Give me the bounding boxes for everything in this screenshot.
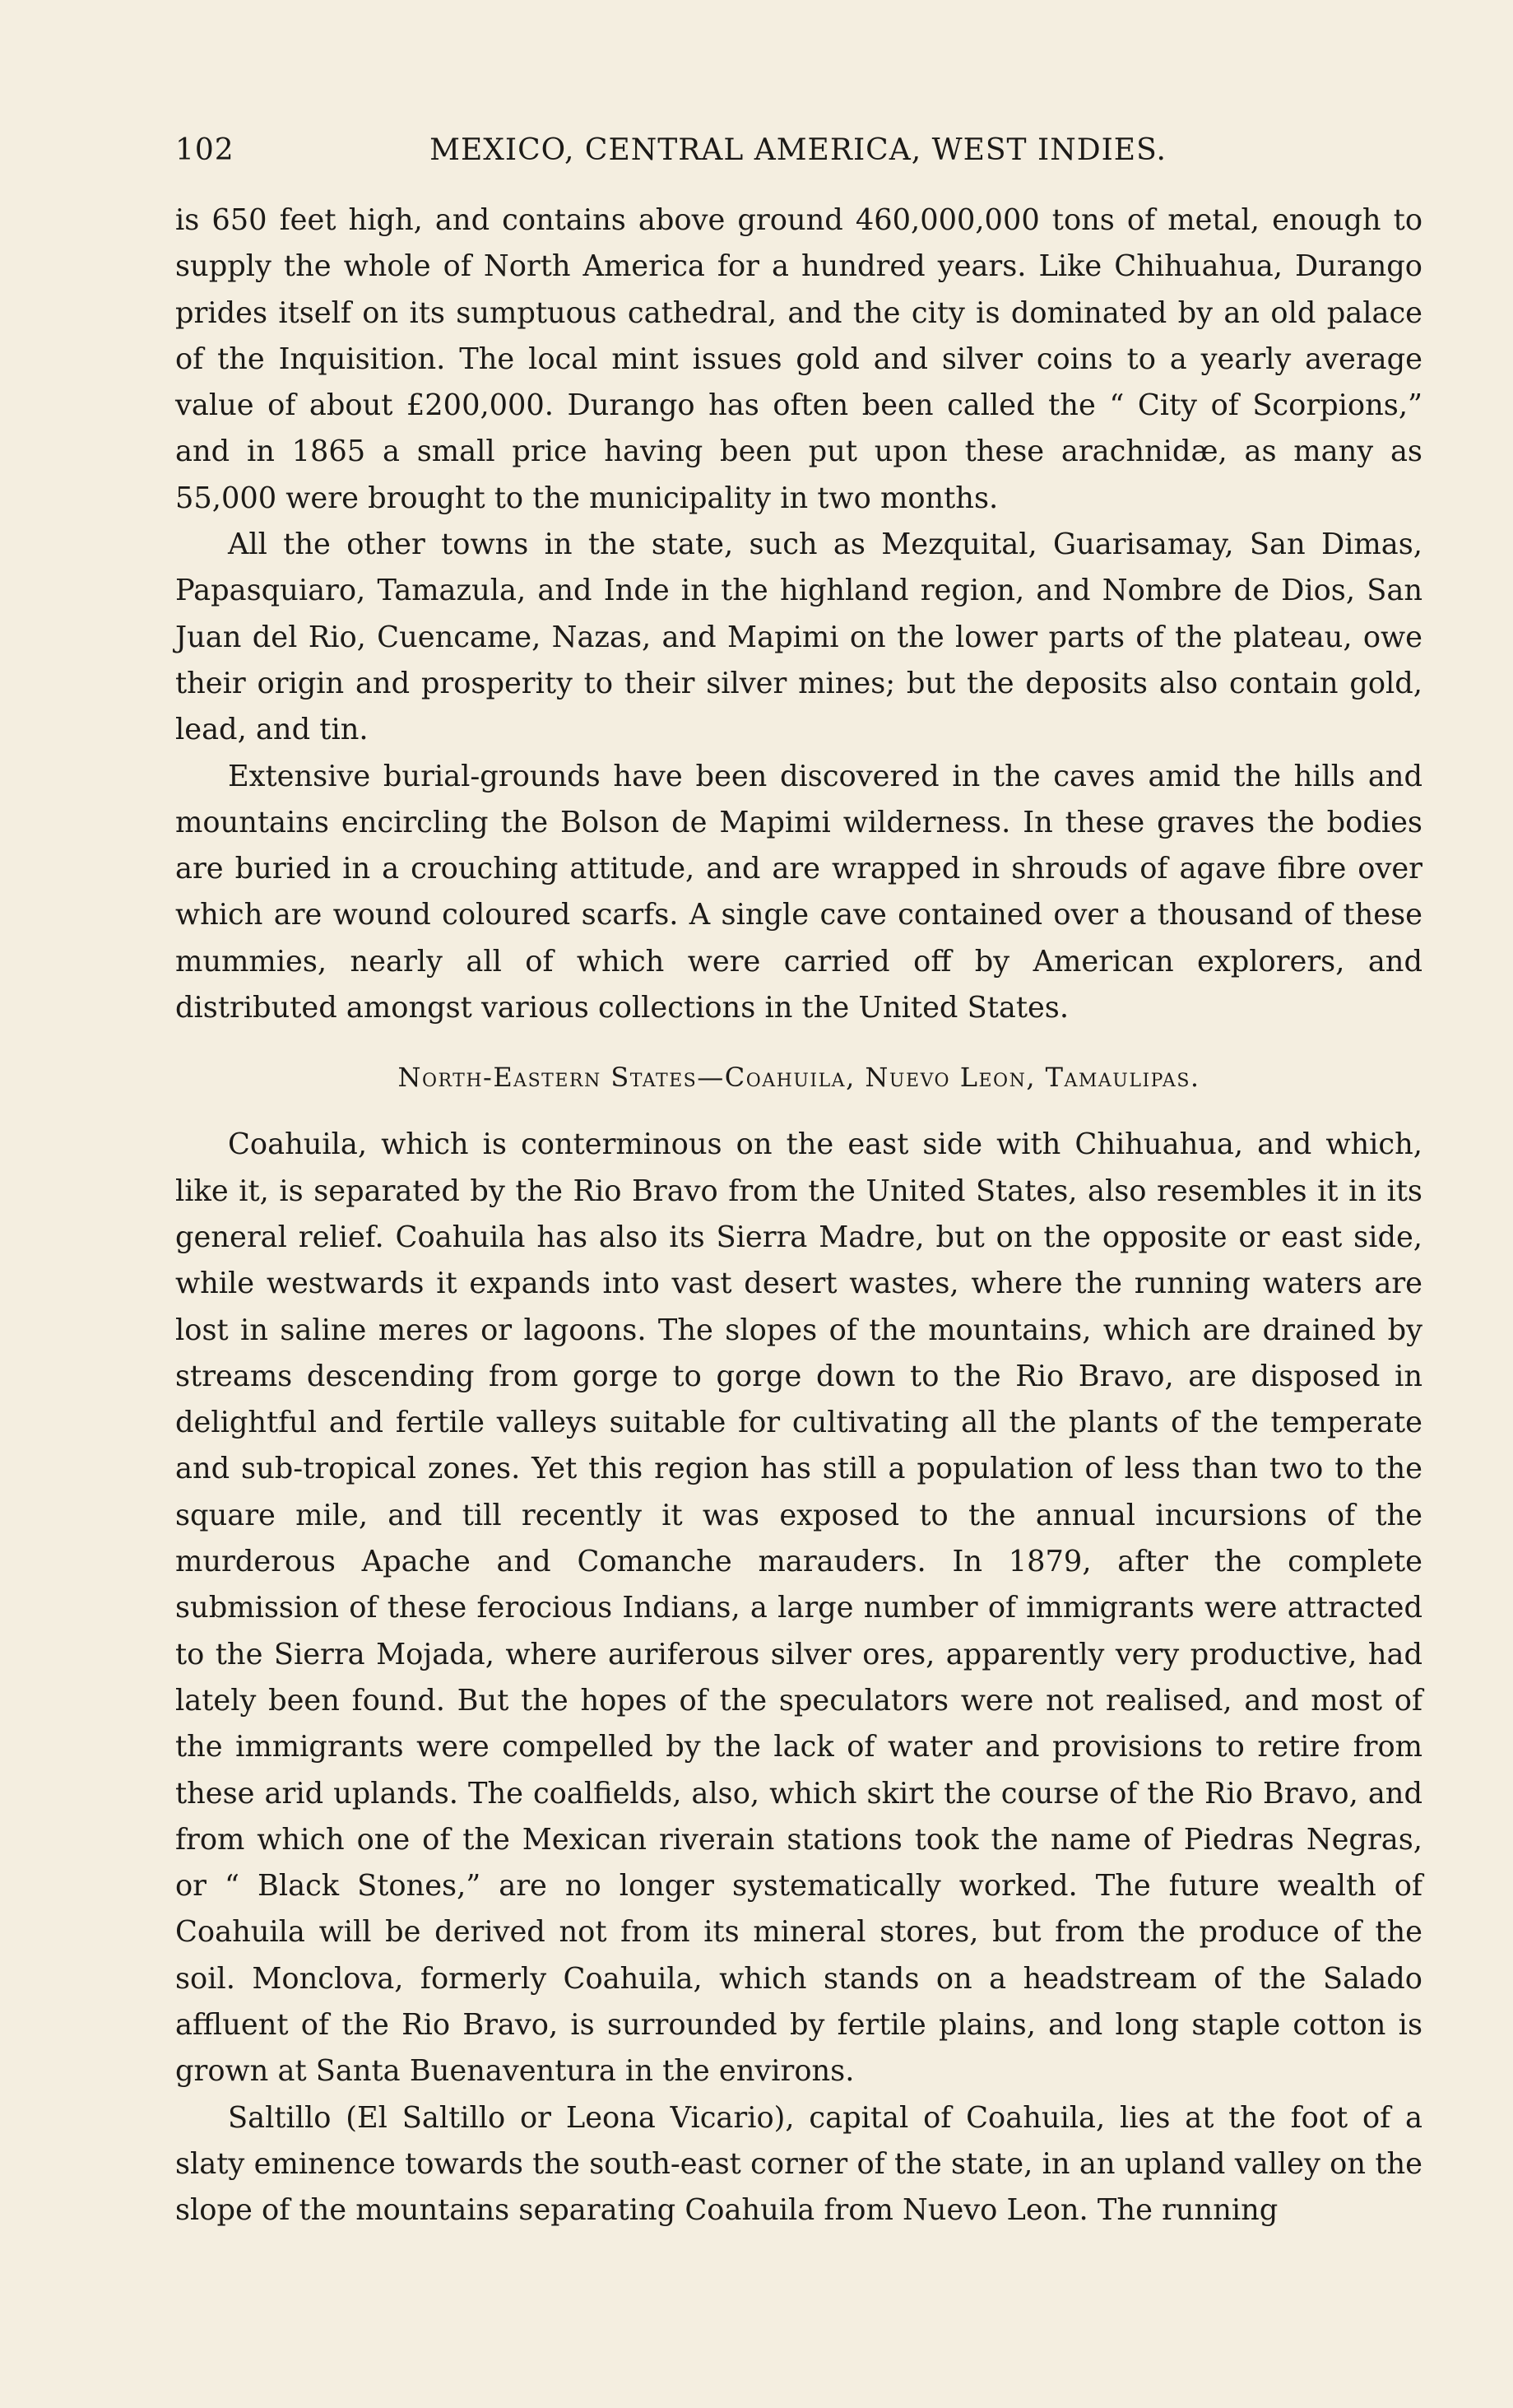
paragraph-other-towns: All the other towns in the state, such as Mezquital, Guarisamay, San Dimas, Papasquiaro, Tamazula, and Inde in the highland region, and Nombre de Dios, San Juan del Rio, Cuencame, Nazas, and Mapimi on the lower parts of the plateau, owe their origin and prosperity to their silver mines; but the deposits also contain gold, lead, and tin. xyxy=(175,528,1422,747)
paragraph-saltillo: Saltillo (El Saltillo or Leona Vicario), capital of Coahuila, lies at the foot of a slaty eminence towards the south-east corner of the state, in an upland valley on the slope of the mountains separating Coahuila from Nuevo Leon. The running xyxy=(175,2100,1422,2228)
page-number: 102 xyxy=(175,133,234,167)
running-title: MEXICO, CENTRAL AMERICA, WEST INDIES. xyxy=(429,133,1167,167)
paragraph-burial-grounds: Extensive burial-grounds have been discovered in the caves amid the hills and mountains encircling the Bolson de Mapimi wilderness. In these graves the bodies are buried in a crouching attitude, and are wrapped in shrouds of agave fibre over which are wound coloured scarfs. A single cave contained over a thousand of these mummies, nearly all of which were carried off by American explorers, and distributed amongst various collections in the United States. xyxy=(175,759,1422,1025)
paragraph-coahuila: Coahuila, which is conterminous on the east side with Chihuahua, and which, like it, is separated by the Rio Bravo from the United States, also resembles it in its general relief. Coahuila has also its Sierra Madre, but on the opposite or east side, while westwards it expands into vast desert wastes, where the running waters are lost in saline meres or lagoons. The slopes of the mountains, which are drained by streams descending from gorge to gorge down to the Rio Bravo, are disposed in delightful and fertile valleys suitable for cultivating all the plants of the temperate and sub-tropical zones. Yet this region has still a population of less than two to the square mile, and till recently it was exposed to the annual incursions of the murderous Apache and Comanche marauders. In 1879, after the complete submission of these ferocious Indians, a large number of immigrants were attracted to the Sierra Mojada, where auriferous silver ores, apparently very productive, had lately been found. But the hopes of the speculators were not realised, and most of the immigrants were compelled by the lack of water and provisions to retire from these arid uplands. The coalfields, also, which skirt the course of the Rio Bravo, and from which one of the Mexican riverain stations took the name of Piedras Negras, or “ Black Stones,” are no longer systematically worked. The future wealth of Coahuila will be derived not from its mineral stores, but from the produce of the soil. Monclova, formerly Coahuila, which stands on a headstream of the Salado affluent of the Rio Bravo, is surrounded by fertile plains, and long staple cotton is grown at Santa Buenaventura in the environs. xyxy=(175,1127,1422,2089)
body-text xyxy=(175,198,1422,2234)
running-header xyxy=(175,128,1421,174)
section-heading: North-Eastern States—Coahuila, Nuevo Leon, Tamaulipas. xyxy=(397,1062,1200,1094)
paragraph-durango-continued: is 650 feet high, and contains above ground 460,000,000 tons of metal, enough to supply the whole of North America for a hundred years. Like Chihuahua, Durango prides itself on its sumptuous cathedral, and the city is dominated by an old palace of the Inquisition. The local mint issues gold and silver coins to a yearly average value of about £200,000. Durango has often been called the “ City of Scorpions,” and in 1865 a small price having been put upon these arachnidæ, as many as 55,000 were brought to the municipality in two months. xyxy=(175,203,1422,515)
